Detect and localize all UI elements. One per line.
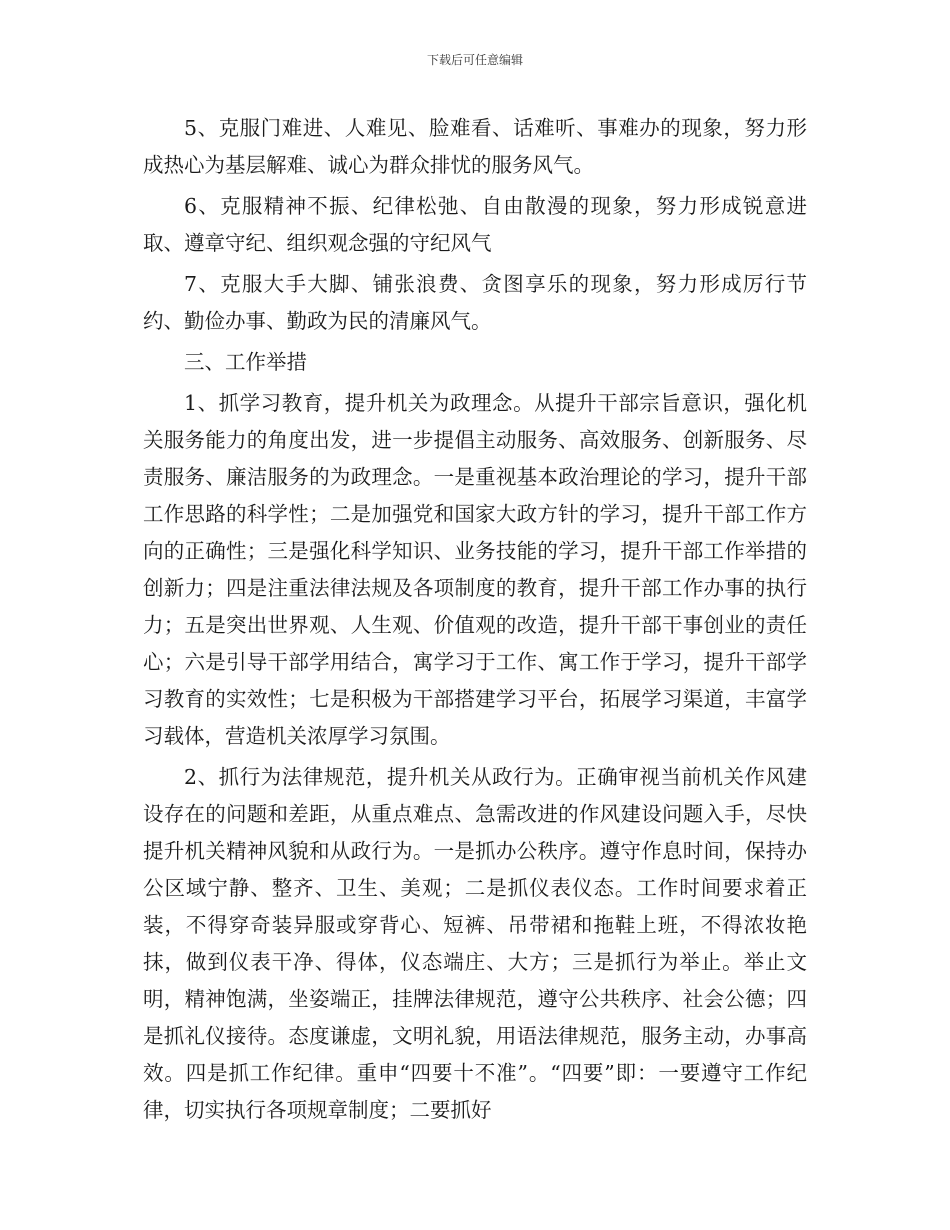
paragraph-item-6: 6、克服精神不振、纪律松弛、自由散漫的现象，努力形成锐意进取、遵章守纪、组织观念强的守纪风气	[143, 194, 807, 255]
document-body	[143, 110, 807, 1129]
section-heading-measures: 三、工作举措	[184, 350, 307, 374]
paragraph-item-7: 7、克服大手大脚、铺张浪费、贪图享乐的现象，努力形成厉行节约、勤俭办事、勤政为民的清廉风气。	[143, 272, 807, 333]
paragraph-item-5: 5、克服门难进、人难见、脸难看、话难听、事难办的现象，努力形成热心为基层解难、诚心为群众排忧的服务风气。	[143, 116, 807, 177]
paragraph-measure-2: 2、抓行为法律规范，提升机关从政行为。正确审视当前机关作风建设存在的问题和差距，从重点难点、急需改进的作风建设问题入手，尽快提升机关精神风貌和从政行为。一是抓办公秩序。遵守作息时间，保持办公区域宁静、整齐、卫生、美观；二是抓仪表仪态。工作时间要求着正装，不得穿奇装异服或穿背心、短裤、吊带裙和拖鞋上班，不得浓妆艳抹，做到仪表干净、得体，仪态端庄、大方；三是抓行为举止。举止文明，精神饱满，坐姿端正，挂牌法律规范，遵守公共秩序、社会公德；四是抓礼仪接待。态度谦虚，文明礼貌，用语法律规范，服务主动，办事高效。四是抓工作纪律。重申“四要十不准”。“四要”即：一要遵守工作纪律，切实执行各项规章制度；二要抓好	[143, 765, 807, 1122]
paragraph-measure-1: 1、抓学习教育，提升机关为政理念。从提升干部宗旨意识，强化机关服务能力的角度出发，进一步提倡主动服务、高效服务、创新服务、尽责服务、廉洁服务的为政理念。一是重视基本政治理论的学习，提升干部工作思路的科学性；二是加强党和国家大政方针的学习，提升干部工作方向的正确性；三是强化科学知识、业务技能的学习，提升干部工作举措的创新力；四是注重法律法规及各项制度的教育，提升干部工作办事的执行力；五是突出世界观、人生观、价值观的改造，提升干部干事创业的责任心；六是引导干部学用结合，寓学习于工作、寓工作于学习，提升干部学习教育的实效性；七是积极为干部搭建学习平台，拓展学习渠道，丰富学习载体，营造机关浓厚学习氛围。	[143, 391, 807, 748]
page-header-note: 下载后可任意编辑	[426, 53, 523, 67]
